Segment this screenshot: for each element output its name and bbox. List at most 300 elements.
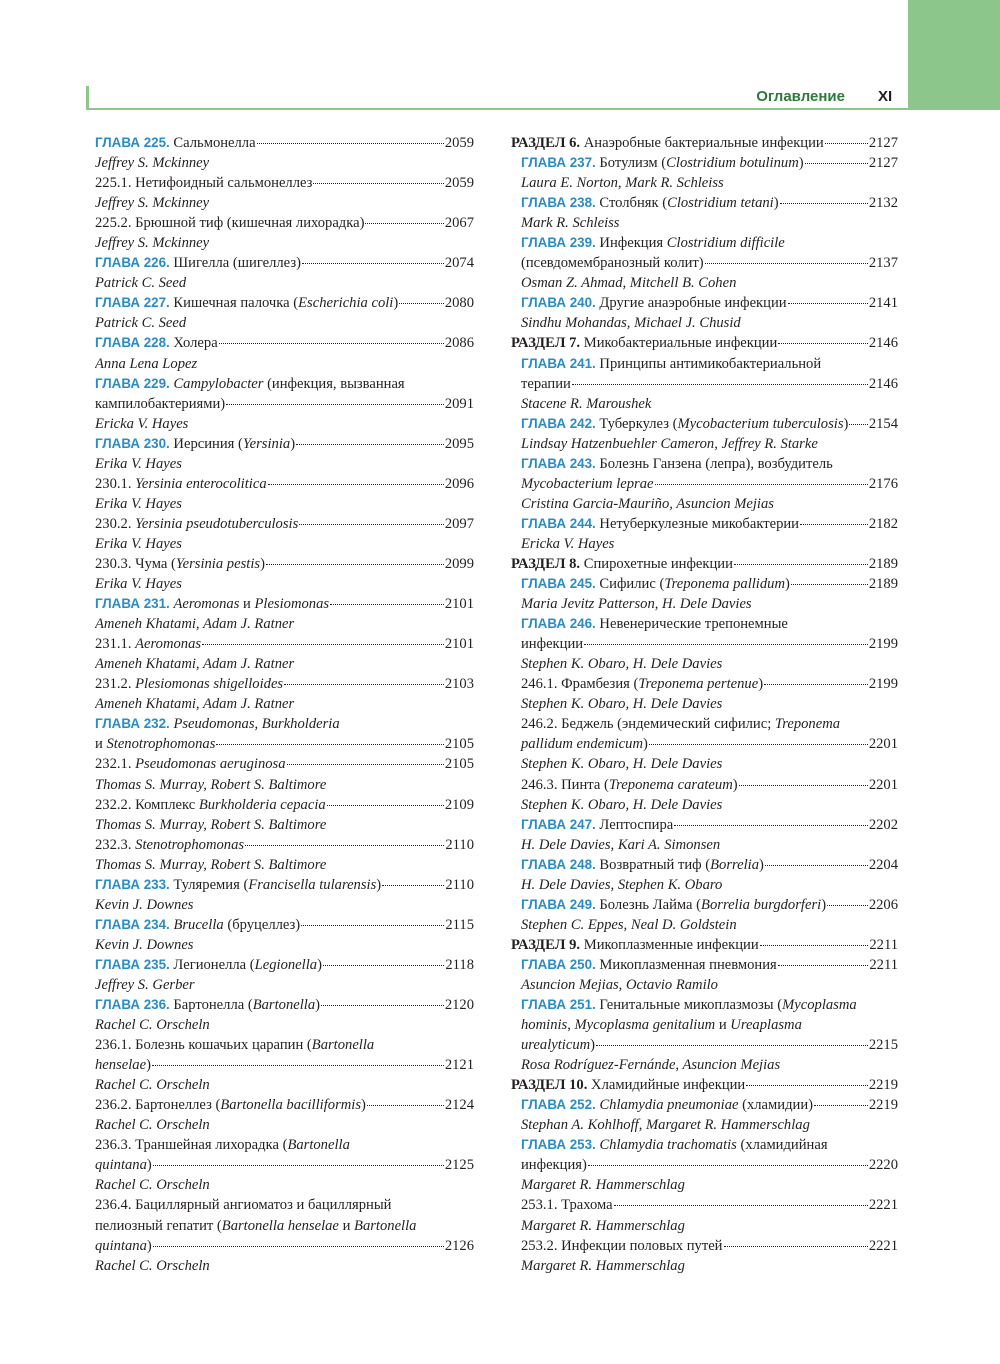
- toc-entry-title: [95, 1137, 350, 1153]
- toc-author: Rachel C. Orscheln: [95, 1257, 210, 1274]
- toc-entry: [95, 835, 474, 855]
- toc-entry-line: [95, 1135, 474, 1155]
- toc-entry-title: [95, 634, 201, 654]
- page-ref: 2105: [444, 736, 474, 753]
- dot-leader: [705, 263, 868, 264]
- chapter-number: ГЛАВА 244.: [521, 515, 596, 531]
- toc-entry-title: [95, 434, 295, 454]
- title-text: Генитальные микоплазмозы (: [595, 997, 783, 1014]
- toc-author: Rachel C. Orscheln: [95, 1177, 210, 1194]
- title-text: ): [393, 295, 399, 312]
- toc-entry-title: [95, 514, 298, 534]
- title-italic: Bartonella bacilliformis: [220, 1097, 362, 1114]
- title-text: ): [146, 1157, 152, 1174]
- toc-entry: [95, 133, 474, 153]
- title-italic: quintana: [95, 1237, 147, 1254]
- title-text: и: [95, 736, 107, 753]
- toc-entry: [95, 955, 474, 975]
- title-text: 253.2. Инфекции половых путей: [521, 1237, 723, 1254]
- title-text: 225.2. Брюшной тиф (кишечная лихорадка): [95, 215, 365, 232]
- title-text: Туляремия (: [169, 876, 249, 893]
- toc-author: Margaret R. Hammerschlag: [521, 1177, 685, 1194]
- toc-entry-title: [95, 213, 364, 233]
- chapter-number: ГЛАВА 251.: [521, 997, 596, 1013]
- page-ref: 2201: [868, 736, 898, 753]
- toc-entry-line: [511, 233, 898, 253]
- dot-leader: [257, 143, 444, 144]
- page-ref: 2110: [445, 876, 474, 893]
- title-text: 231.1.: [95, 636, 136, 653]
- toc-entry-title: [521, 634, 583, 654]
- toc-entry: [511, 895, 898, 915]
- toc-author: Ameneh Khatami, Adam J. Ratner: [95, 696, 295, 713]
- page-ref: 2105: [444, 756, 474, 773]
- toc-entry-title: [521, 1137, 828, 1153]
- toc-author: Stephen K. Obaro, H. Dele Davies: [521, 756, 723, 773]
- page-ref: 2125: [444, 1157, 474, 1174]
- title-italic: Plesiomonas: [254, 596, 330, 613]
- page-ref: 2211: [869, 956, 898, 973]
- dot-leader: [724, 1246, 868, 1247]
- title-text: ): [759, 856, 764, 873]
- toc-author: Rachel C. Orscheln: [95, 1117, 210, 1134]
- toc-author: Jeffrey S. Mckinney: [95, 195, 210, 212]
- title-text: ): [590, 1037, 596, 1054]
- toc-entry: [95, 1236, 474, 1256]
- toc-entry: [511, 1195, 898, 1215]
- section-number: РАЗДЕЛ 9.: [511, 936, 581, 953]
- dot-leader: [296, 444, 444, 445]
- title-text: 231.2.: [95, 676, 136, 693]
- page-ref: 2118: [445, 956, 474, 973]
- toc-entry-title: [95, 835, 244, 855]
- title-italic: Aeromonas: [135, 636, 202, 653]
- toc-entry: [511, 674, 898, 694]
- page-ref: 2080: [444, 295, 474, 312]
- toc-author: Osman Z. Ahmad, Mitchell B. Cohen: [521, 275, 737, 292]
- page-ref: 2221: [868, 1197, 898, 1214]
- page-ref: 2096: [444, 475, 474, 492]
- chapter-number: ГЛАВА 240.: [521, 295, 596, 311]
- title-text: Бартонелла (: [169, 997, 253, 1014]
- toc-entry-title: [521, 1195, 613, 1215]
- chapter-number: ГЛАВА 231.: [95, 596, 170, 612]
- toc-entry-line: [511, 1015, 898, 1035]
- chapter-number: ГЛАВА 248.: [521, 856, 596, 872]
- title-text: инфекция): [521, 1157, 587, 1174]
- dot-leader: [778, 965, 869, 966]
- chapter-number: ГЛАВА 236.: [95, 997, 170, 1013]
- dot-leader: [764, 684, 868, 685]
- toc-entry-title: [95, 915, 300, 935]
- title-text: ): [361, 1097, 366, 1114]
- page-ref: 2059: [444, 135, 474, 151]
- title-text: Шигелла (шигеллез): [169, 255, 301, 272]
- toc-entry-title: [511, 333, 777, 353]
- chapter-number: ГЛАВА 242.: [521, 415, 596, 431]
- toc-author: Maria Jevitz Patterson, H. Dele Davies: [521, 596, 752, 613]
- toc-author: Rachel C. Orscheln: [95, 1077, 210, 1094]
- page-ref: 2219: [868, 1097, 898, 1114]
- toc-entry-line: [511, 454, 898, 474]
- title-text: Лептоспира: [595, 816, 674, 833]
- toc-author: Cristina Garcia-Mauriño, Asuncion Mejias: [521, 495, 774, 512]
- toc-entry: [95, 754, 474, 774]
- title-italic: Treponema carateum: [608, 776, 733, 793]
- page-ref: 2154: [868, 415, 898, 432]
- title-text: инфекции: [521, 636, 584, 653]
- page-ref: 2199: [868, 676, 898, 693]
- toc-author: Anna Lena Lopez: [95, 355, 198, 372]
- toc-entry: [95, 434, 474, 454]
- chapter-number: ГЛАВА 230.: [95, 435, 170, 451]
- chapter-number: ГЛАВА 239.: [521, 235, 596, 251]
- page-ref: 2211: [869, 936, 898, 953]
- toc-entry: [511, 815, 898, 835]
- toc-entry-title: [521, 815, 673, 835]
- page-ref: 2074: [444, 255, 474, 272]
- page-ref: 2189: [868, 555, 898, 572]
- toc-entry-title: [521, 895, 826, 915]
- toc-entry-title: [521, 734, 648, 754]
- dot-leader: [287, 764, 444, 765]
- title-italic: Clostridium difficile: [666, 235, 785, 252]
- toc-author: Erika V. Hayes: [95, 455, 182, 472]
- title-text: ): [146, 1057, 151, 1074]
- page-ref: 2101: [444, 596, 474, 613]
- toc-entry-title: [95, 376, 405, 392]
- chapter-number: ГЛАВА 232.: [95, 716, 170, 732]
- toc-entry-title: [521, 674, 763, 694]
- title-italic: Burkholderia cepacia: [198, 796, 326, 813]
- toc-entry: [95, 554, 474, 574]
- toc-entry-title: [511, 554, 733, 574]
- toc-entry-line: [511, 614, 898, 634]
- title-italic: Francisella tularensis: [248, 876, 377, 893]
- dot-leader: [734, 564, 868, 565]
- title-italic: Yersinia: [242, 435, 291, 452]
- dot-leader: [814, 1105, 868, 1106]
- toc-entry-title: [511, 935, 759, 955]
- title-text: Инфекция: [595, 235, 667, 252]
- title-text: ): [315, 997, 321, 1014]
- title-text: ): [773, 195, 779, 212]
- dot-leader: [739, 785, 868, 786]
- toc-entry-title: [521, 1017, 802, 1033]
- toc-entry-title: [95, 133, 256, 153]
- title-text: ): [821, 896, 827, 913]
- toc-entry: [95, 394, 474, 414]
- page-ref: 2099: [444, 555, 474, 572]
- page-ref: 2201: [868, 776, 898, 793]
- page-ref: 2202: [868, 816, 898, 833]
- title-text: Туберкулез (: [595, 415, 678, 432]
- chapter-number: ГЛАВА 237.: [521, 155, 596, 171]
- toc-entry-line: [95, 1216, 474, 1236]
- toc-entry-line: [511, 1135, 898, 1155]
- title-italic: Mycobacterium leprae: [521, 475, 654, 492]
- title-text: Хламидийные инфекции: [587, 1077, 746, 1094]
- toc-entry-title: [95, 474, 267, 494]
- title-text: Холера: [169, 335, 218, 352]
- title-text: Болезнь Ганзена (лепра), возбудитель: [595, 455, 833, 472]
- toc-entry-title: [521, 193, 779, 213]
- toc-entry-title: [95, 795, 326, 815]
- title-italic: quintana: [95, 1157, 147, 1174]
- toc-entry-title: [521, 775, 738, 795]
- title-text: Другие анаэробные инфекции: [595, 295, 787, 312]
- dot-leader: [301, 925, 444, 926]
- chapter-number: ГЛАВА 253.: [521, 1137, 596, 1153]
- title-text: ): [732, 776, 738, 793]
- title-italic: Campylobacter: [173, 375, 264, 392]
- toc-entry-title: [521, 414, 848, 434]
- title-text: терапии: [521, 375, 571, 392]
- title-italic: henselae: [95, 1057, 147, 1074]
- running-header-title: Оглавление: [756, 88, 845, 105]
- title-text: 230.2.: [95, 515, 136, 532]
- toc-entry-title: [95, 394, 225, 414]
- toc-entry-title: [521, 997, 857, 1013]
- page-ref: 2206: [868, 896, 898, 913]
- title-italic: Escherichia coli: [298, 295, 394, 312]
- title-italic: Plesiomonas shigelloides: [135, 676, 284, 693]
- page-ref: 2121: [444, 1057, 474, 1074]
- toc-entry-title: [521, 955, 777, 975]
- page-ref: 2146: [868, 375, 898, 392]
- title-italic: Aeromonas: [173, 596, 240, 613]
- toc-author: Erika V. Hayes: [95, 495, 182, 512]
- title-italic: Legionella: [254, 956, 318, 973]
- dot-leader: [330, 604, 444, 605]
- page-ref: 2176: [868, 475, 898, 492]
- title-text: ): [376, 876, 382, 893]
- toc-author: Margaret R. Hammerschlag: [521, 1217, 685, 1234]
- title-text: ): [260, 555, 265, 572]
- title-text: и: [715, 1017, 731, 1034]
- page-ref: 2109: [444, 796, 474, 813]
- title-text: Спирохетные инфекции: [580, 555, 733, 572]
- title-italic: Mycoplasma genitalium: [574, 1017, 716, 1034]
- page-ref: 2146: [868, 335, 898, 352]
- toc-column-right: [511, 133, 898, 1276]
- title-text: и: [338, 1217, 355, 1234]
- toc-entry-title: [521, 474, 654, 494]
- toc-author: Patrick C. Seed: [95, 275, 187, 292]
- title-text: и: [239, 596, 255, 613]
- page-ref: 2115: [445, 916, 474, 933]
- chapter-number: ГЛАВА 252.: [521, 1097, 596, 1113]
- dot-leader: [791, 584, 868, 585]
- title-italic: Stenotrophomonas: [135, 836, 245, 853]
- page-ref: 2086: [444, 335, 474, 352]
- page-ref: 2215: [868, 1037, 898, 1054]
- title-text: ): [798, 155, 804, 172]
- toc-entry: [511, 153, 898, 173]
- toc-author: Laura E. Norton, Mark R. Schleiss: [521, 175, 724, 192]
- title-italic: Bartonella: [354, 1217, 417, 1234]
- title-italic: Yersinia enterocolitica: [135, 475, 267, 492]
- title-text: 232.3.: [95, 836, 136, 853]
- toc-author: Sindhu Mohandas, Michael J. Chusid: [521, 315, 741, 332]
- page-ref: 2124: [444, 1097, 474, 1114]
- toc-entry-title: [521, 716, 840, 732]
- page-ref: 2221: [868, 1237, 898, 1254]
- title-italic: Pseudomonas aeruginosa: [135, 756, 286, 773]
- dot-leader: [327, 805, 444, 806]
- title-text: 236.3. Траншейная лихорадка (: [95, 1137, 288, 1154]
- dot-leader: [849, 424, 867, 425]
- dot-leader: [588, 1165, 868, 1166]
- toc-entry: [511, 855, 898, 875]
- title-text: Кишечная палочка (: [169, 295, 299, 312]
- title-text: ): [643, 736, 648, 753]
- title-text: ): [785, 576, 790, 593]
- toc-entry-line: [95, 1195, 474, 1215]
- dot-leader: [572, 384, 868, 385]
- title-italic: Treponema pallidum: [664, 576, 785, 593]
- toc-entry: [511, 1075, 898, 1095]
- chapter-number: ГЛАВА 225.: [95, 135, 170, 150]
- chapter-number: ГЛАВА 249.: [521, 896, 596, 912]
- header-accent-bar: [86, 86, 89, 110]
- toc-entry-title: [95, 1218, 416, 1234]
- toc-author: Kevin J. Downes: [95, 896, 194, 913]
- toc-author: Ericka V. Hayes: [521, 535, 615, 552]
- toc-entry-title: [95, 734, 215, 754]
- title-italic: pallidum endemicum: [521, 736, 643, 753]
- title-italic: Yersinia pestis: [175, 555, 261, 572]
- toc-author: Thomas S. Murray, Robert S. Baltimore: [95, 776, 327, 793]
- page-ref: 2204: [868, 856, 898, 873]
- title-italic: Treponema: [774, 716, 841, 733]
- toc-entry-title: [521, 293, 787, 313]
- dot-leader: [746, 1085, 868, 1086]
- toc-entry: [511, 935, 898, 955]
- title-text: ): [146, 1237, 152, 1254]
- toc-author: Ameneh Khatami, Adam J. Ratner: [95, 656, 295, 673]
- title-italic: Mycoplasma: [782, 997, 857, 1014]
- dot-leader: [584, 644, 868, 645]
- title-text: 236.4. Бациллярный ангиоматоз и бациллярный: [95, 1197, 392, 1214]
- toc-entry: [511, 193, 898, 213]
- toc-author: Thomas S. Murray, Robert S. Baltimore: [95, 816, 327, 833]
- section-number: РАЗДЕЛ 7.: [511, 335, 581, 352]
- toc-author: Rosa Rodríguez-Fernánde, Asuncion Mejias: [521, 1057, 781, 1074]
- toc-author: Ericka V. Hayes: [95, 415, 189, 432]
- dot-leader: [788, 303, 868, 304]
- dot-leader: [202, 644, 444, 645]
- title-italic: Pseudomonas, Burkholderia: [173, 716, 340, 733]
- title-text: Столбняк (: [595, 195, 668, 212]
- dot-leader: [268, 484, 444, 485]
- page-ref: 2137: [868, 255, 898, 272]
- title-text: Болезнь Лайма (: [595, 896, 702, 913]
- title-text: 236.2. Бартонеллез (: [95, 1097, 221, 1114]
- dot-leader: [226, 404, 444, 405]
- toc-entry-title: [95, 293, 398, 313]
- toc-entry-title: [95, 1197, 391, 1213]
- page-ref: 2199: [868, 636, 898, 653]
- toc-entry-title: [521, 235, 785, 251]
- page-ref: 2097: [444, 515, 474, 532]
- section-color-tab: [908, 0, 1000, 110]
- title-text: 246.2. Беджель (эндемический сифилис;: [521, 716, 775, 733]
- toc-entry: [511, 1236, 898, 1256]
- toc-entry-title: [521, 374, 571, 394]
- toc-author: Mark R. Schleiss: [521, 215, 620, 232]
- toc-entry-title: [521, 1035, 595, 1055]
- toc-author: Jeffrey S. Gerber: [95, 976, 195, 993]
- toc-author: Stephen C. Eppes, Neal D. Goldstein: [521, 916, 737, 933]
- toc-entry-line: [95, 374, 474, 394]
- toc-entry-title: [511, 133, 824, 153]
- toc-author: H. Dele Davies, Kari A. Simonsen: [521, 836, 721, 853]
- page-ref: 2127: [868, 135, 898, 151]
- section-number: РАЗДЕЛ 10.: [511, 1077, 588, 1094]
- chapter-number: ГЛАВА 227.: [95, 295, 170, 311]
- title-text: Микобактериальные инфекции: [580, 335, 778, 352]
- dot-leader: [367, 1105, 444, 1106]
- toc-entry-title: [95, 674, 283, 694]
- title-italic: Bartonella: [287, 1137, 350, 1154]
- page-ref: 2103: [444, 676, 474, 693]
- title-text: пелиозный гепатит (: [95, 1217, 222, 1234]
- title-text: Легионелла (: [169, 956, 255, 973]
- toc-entry: [511, 574, 898, 594]
- page-ref: 2189: [868, 576, 898, 593]
- title-text: 230.3. Чума (: [95, 555, 176, 572]
- toc-entry: [511, 775, 898, 795]
- toc-entry-title: [95, 1155, 152, 1175]
- dot-leader: [765, 865, 868, 866]
- dot-leader: [399, 303, 444, 304]
- title-text: Микоплазменная пневмония: [595, 956, 777, 973]
- toc-entry-title: [521, 574, 790, 594]
- title-text: (инфекция, вызванная: [263, 375, 405, 392]
- toc-entry-title: [95, 333, 218, 353]
- title-text: ): [317, 956, 322, 973]
- page-ref: 2127: [868, 155, 898, 172]
- toc-entry-title: [521, 253, 704, 273]
- title-text: 246.3. Пинта (: [521, 776, 609, 793]
- title-italic: Mycobacterium tuberculosis: [677, 415, 844, 432]
- toc-entry: [95, 734, 474, 754]
- toc-entry-line: [511, 354, 898, 374]
- page-ref: 2182: [868, 515, 898, 532]
- toc-author: Stephen K. Obaro, H. Dele Davies: [521, 696, 723, 713]
- dot-leader: [266, 564, 444, 565]
- dot-leader: [778, 343, 868, 344]
- toc-entry-title: [95, 1037, 374, 1053]
- toc-entry: [95, 514, 474, 534]
- page-ref: 2101: [444, 636, 474, 653]
- dot-leader: [323, 965, 444, 966]
- page-number: XI: [878, 88, 893, 105]
- dot-leader: [674, 825, 868, 826]
- title-text: 230.1.: [95, 475, 136, 492]
- dot-leader: [825, 143, 868, 144]
- page-ref: 2141: [868, 295, 898, 312]
- toc-entry-title: [521, 514, 799, 534]
- toc-entry: [511, 955, 898, 975]
- title-text: Иерсиния (: [169, 435, 243, 452]
- title-text: Невенерические трепонемные: [595, 616, 788, 633]
- dot-leader: [382, 885, 444, 886]
- toc-author: Ameneh Khatami, Adam J. Ratner: [95, 616, 295, 633]
- toc-entry: [511, 374, 898, 394]
- title-text: Ботулизм (: [595, 155, 667, 172]
